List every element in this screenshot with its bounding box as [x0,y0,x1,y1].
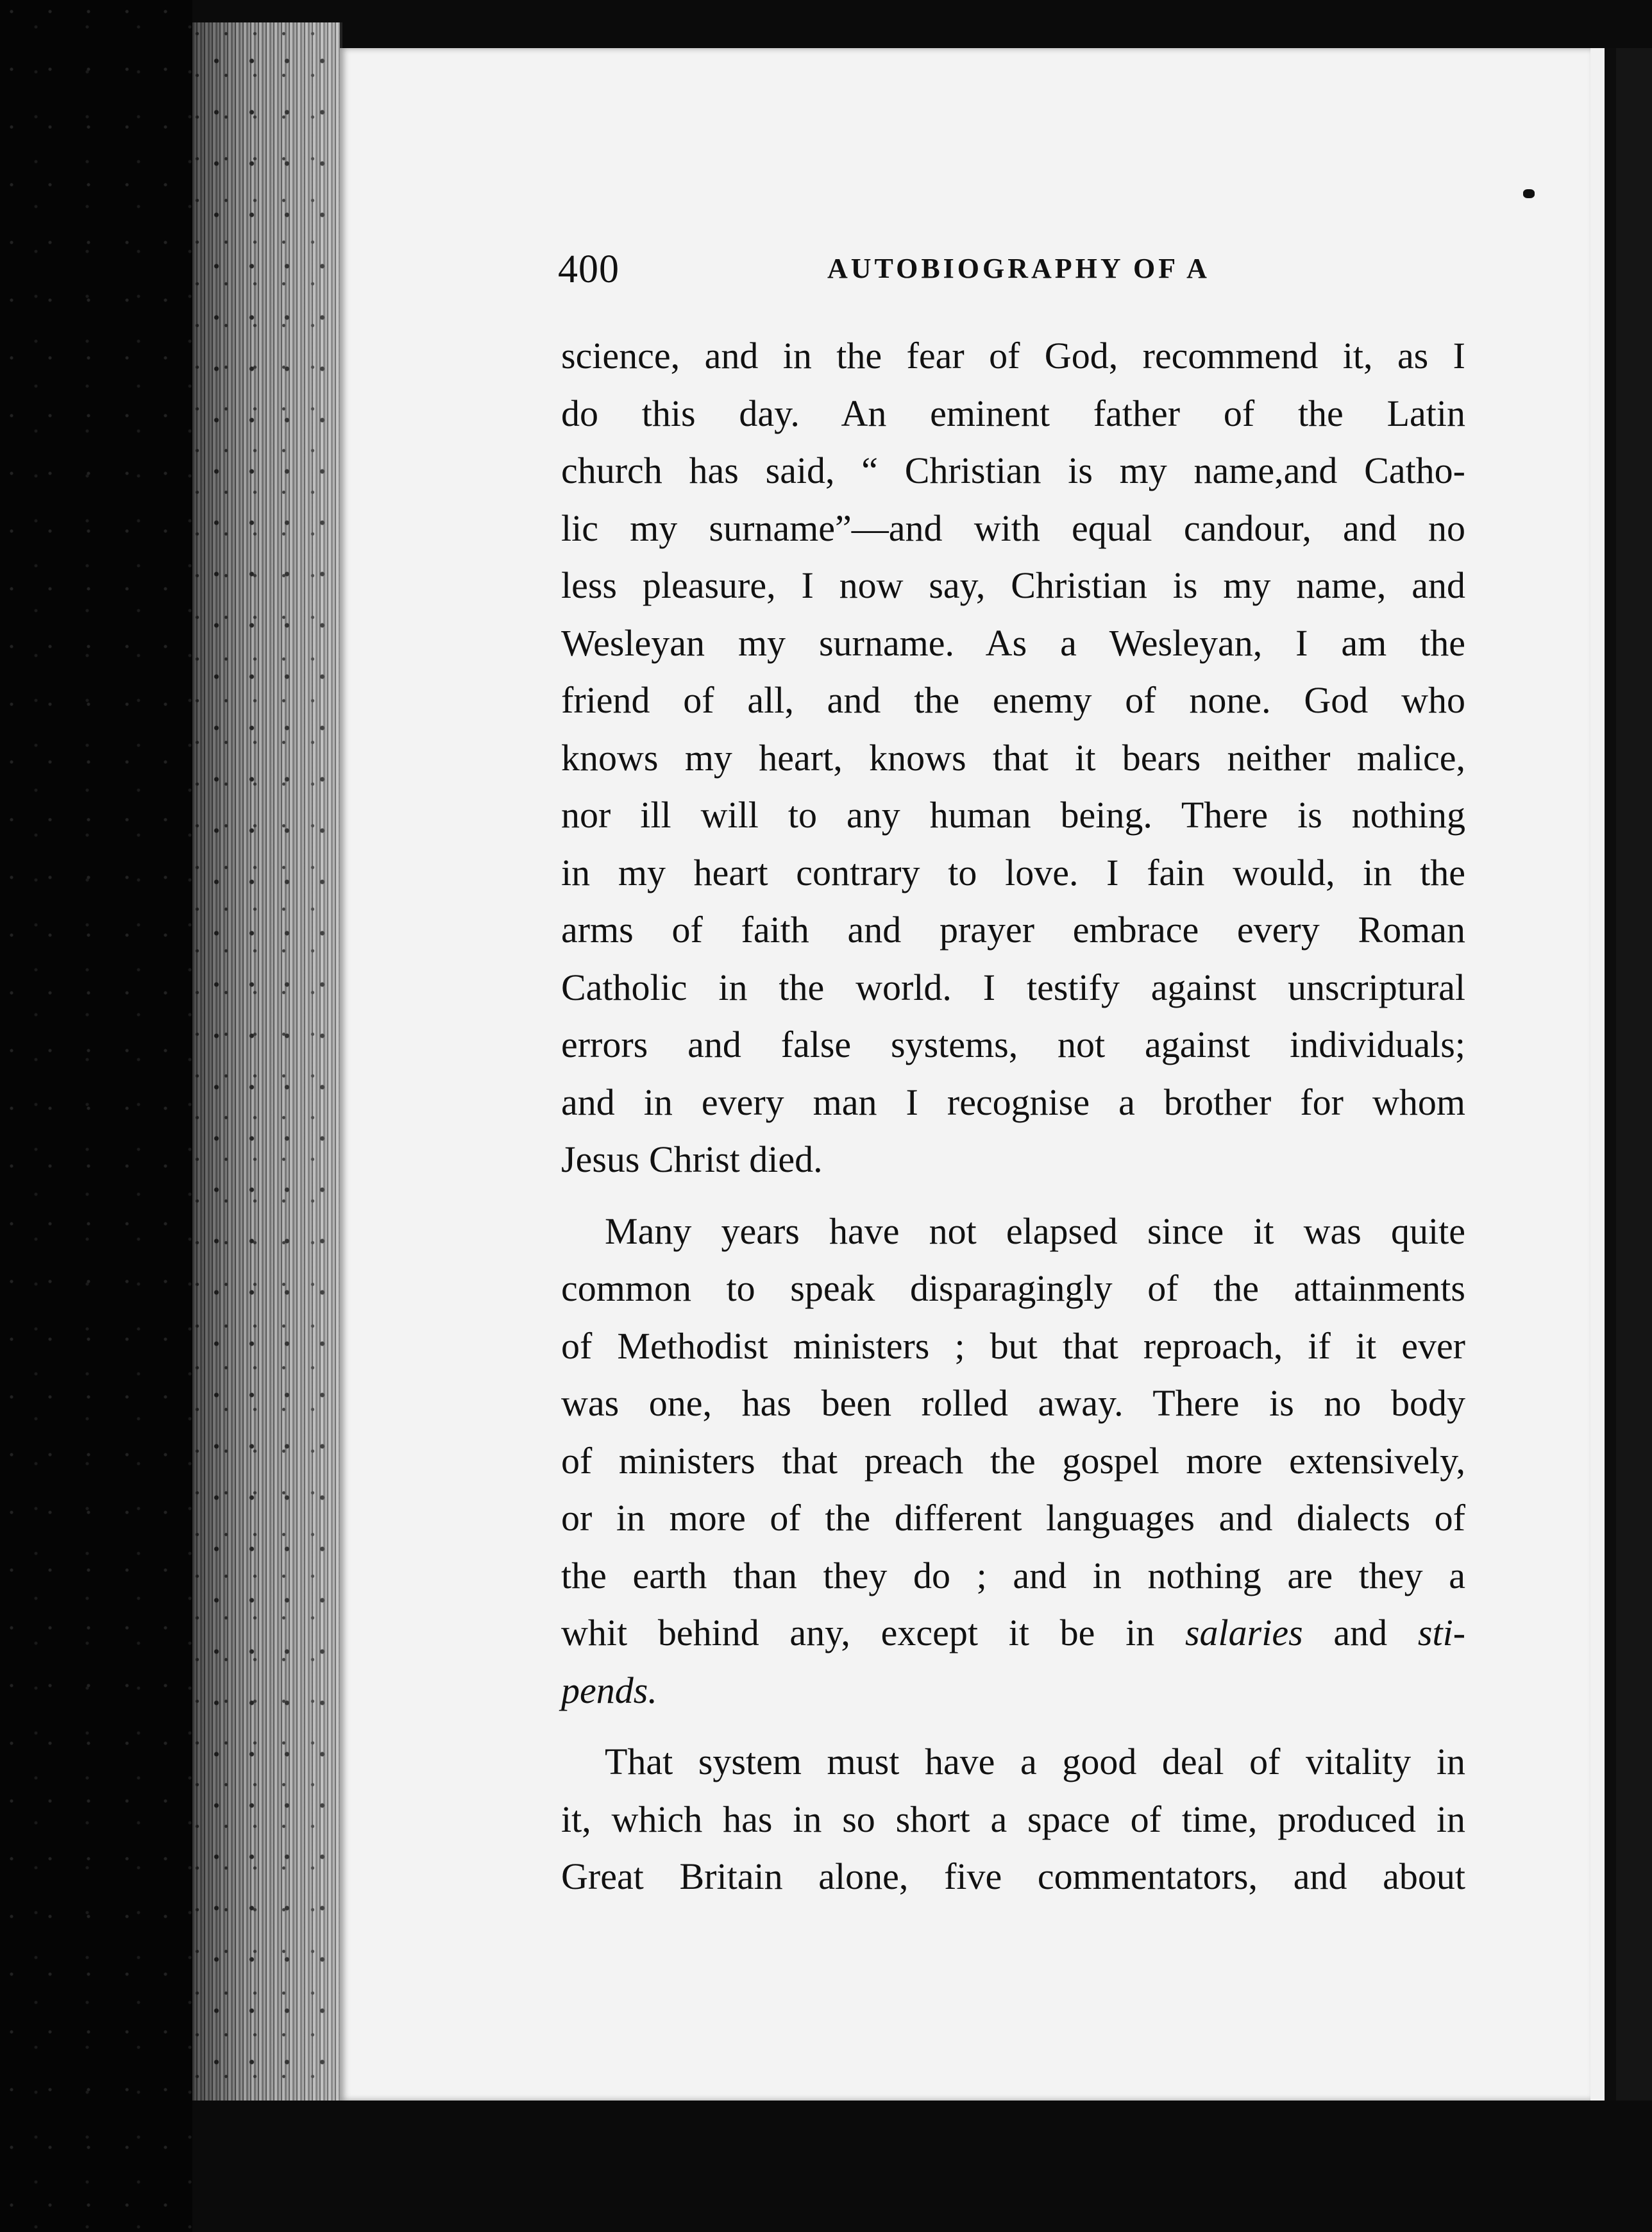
paragraph-gap [561,1719,1465,1733]
text-line: lic my surname”—and with equal candour, and no [561,507,1465,549]
italic-word: salaries [1184,1612,1303,1653]
facing-page-edge [1590,48,1652,2101]
paragraph-gap [561,1188,1465,1203]
body-text [561,327,1465,1906]
text-line: arms of faith and prayer embrace every Roman [561,909,1465,951]
text-line: in my heart contrary to love. I fain would, in the [561,851,1465,893]
text-line: and in every man I recognise a brother for whom [561,1081,1465,1123]
text-line: That system must have a good deal of vitality in [605,1741,1465,1782]
text-run: whit behind any, except it be in [561,1612,1155,1653]
text-line: Wesleyan my surname. As a Wesleyan, I am the [561,621,1465,664]
text-line: Jesus Christ died. [561,1138,823,1180]
text-line: knows my heart, knows that it bears neither malice, [561,736,1465,779]
text-line: nor ill will to any human being. There is nothing [561,794,1465,836]
text-line: science, and in the fear of God, recommend it, as I [561,335,1465,376]
text-line: do this day. An eminent father of the Latin [561,392,1465,434]
italic-word: sti- [1417,1612,1466,1653]
text-line: or in more of the different languages and dialects of [561,1497,1465,1539]
text-line: the earth than they do ; and in nothing are they a [561,1554,1465,1596]
text-line: Catholic in the world. I testify against unscriptural [561,966,1465,1008]
running-head [558,247,1488,298]
text-line: pends. [561,1669,657,1711]
text-line: friend of all, and the enemy of none. God who [561,679,1465,721]
text-line: Many years have not elapsed since it was quite [605,1210,1465,1252]
book-page-edges [192,22,342,2101]
text-line: errors and false systems, not against individuals; [561,1024,1465,1065]
running-title: AUTOBIOGRAPHY OF A [827,253,1210,284]
text-line: common to speak disparagingly of the attainments [561,1267,1465,1309]
text-line: less pleasure, I now say, Christian is my name, and [561,564,1465,606]
text-line: Great Britain alone, five commentators, and about [561,1856,1465,1897]
text-line [561,1604,1465,1662]
ink-mark [1523,189,1535,198]
text-line: church has said, “ Christian is my name,and Catho- [561,450,1465,491]
text-line: it, which has in so short a space of time, produced in [561,1798,1465,1840]
text-line: of ministers that preach the gospel more extensively, [561,1439,1465,1482]
text-line: was one, has been rolled away. There is no body [561,1382,1465,1424]
text-line: of Methodist ministers ; but that reproach, if it ever [561,1324,1465,1367]
page-number: 400 [558,248,620,291]
text-run: and [1333,1612,1388,1653]
scan-background [0,0,192,2232]
